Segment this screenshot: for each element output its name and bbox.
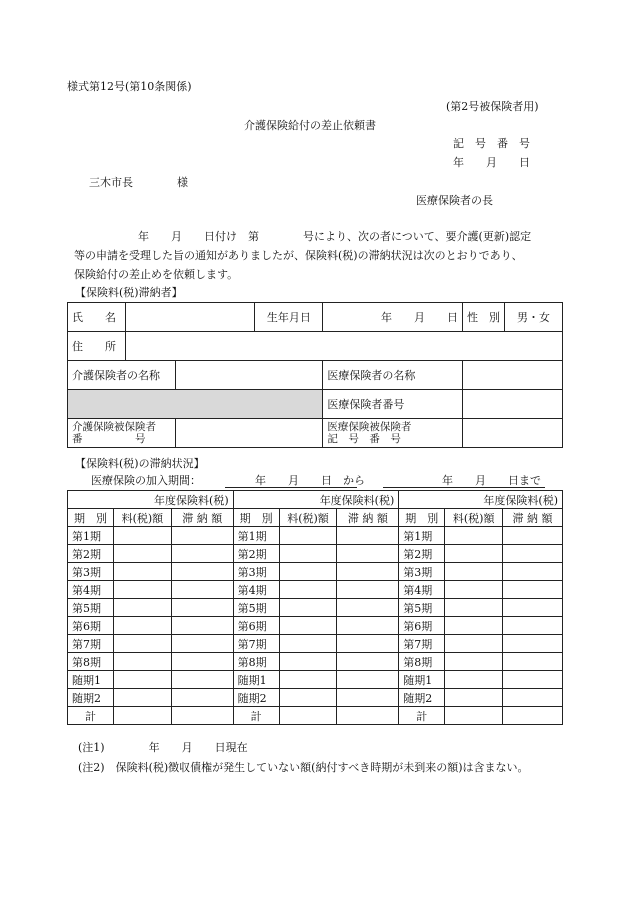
amount-cell [113, 689, 171, 707]
amount-cell [113, 599, 171, 617]
arrears-cell [171, 563, 233, 581]
medical-insurer-number-value [463, 390, 563, 419]
period-label: 第1期 [233, 527, 279, 545]
note-1: (注1) 年 月 日現在 [78, 741, 248, 754]
col-amount-2: 料(税)額 [279, 509, 337, 527]
amount-cell [445, 545, 503, 563]
period-row [68, 527, 563, 545]
arrears-cell [337, 599, 399, 617]
col-amount-3: 料(税)額 [445, 509, 503, 527]
address-value [125, 332, 562, 361]
amount-cell [113, 671, 171, 689]
period-label: 第6期 [399, 617, 445, 635]
amount-cell [113, 653, 171, 671]
arrears-cell [503, 599, 563, 617]
insured-info-table [67, 302, 563, 448]
period-label: 第4期 [68, 581, 114, 599]
period-label: 第5期 [233, 599, 279, 617]
period-from: 年 月 日 から [255, 474, 365, 487]
note-2: (注2) 保険料(税)徴収債権が発生していない額(納付すべき時期が未到来の額)は含まない。 [78, 761, 529, 774]
period-label: 随期2 [68, 689, 114, 707]
arrears-cell [337, 545, 399, 563]
arrears-cell [337, 671, 399, 689]
period-label: 第3期 [68, 563, 114, 581]
block-header-2: 年度保険料(税) [233, 491, 399, 509]
period-to-underline [383, 487, 545, 488]
arrears-cell [171, 581, 233, 599]
period-row [68, 581, 563, 599]
medical-insurer-value [463, 361, 563, 390]
period-label: 第7期 [68, 635, 114, 653]
arrears-cell [171, 635, 233, 653]
arrears-cell [337, 635, 399, 653]
document-title: 介護保険給付の差止依頼書 [244, 119, 376, 132]
arrears-cell [171, 599, 233, 617]
col-amount-1: 料(税)額 [113, 509, 171, 527]
amount-cell [113, 527, 171, 545]
period-label: 第8期 [68, 653, 114, 671]
period-label: 第2期 [233, 545, 279, 563]
care-insured-number-label-2: 番 号 [72, 433, 146, 445]
period-label: 計 [233, 707, 279, 725]
period-label: 医療保険の加入期間： [91, 474, 201, 487]
amount-cell [279, 527, 337, 545]
period-label: 随期2 [233, 689, 279, 707]
arrears-cell [503, 617, 563, 635]
arrears-cell [503, 527, 563, 545]
arrears-cell [171, 689, 233, 707]
date-label: 年 月 日 [453, 156, 530, 169]
section-heading-arrears: 【保険料(税)滞納者】 [75, 286, 183, 299]
amount-cell [445, 599, 503, 617]
sender: 医療保険者の長 [416, 194, 493, 207]
insured-type: (第2号被保険者用) [446, 100, 539, 113]
period-label: 計 [399, 707, 445, 725]
arrears-cell [503, 689, 563, 707]
amount-cell [113, 581, 171, 599]
body-line-1: 年 月 日付け 第 号により、次の者について、要介護(更新)認定 [138, 230, 532, 243]
period-row [68, 617, 563, 635]
shaded-cell [68, 390, 323, 419]
period-row [68, 635, 563, 653]
period-label: 随期2 [399, 689, 445, 707]
arrears-cell [503, 653, 563, 671]
medical-insured-number-label [323, 419, 463, 448]
amount-cell [279, 671, 337, 689]
amount-cell [445, 581, 503, 599]
period-row [68, 689, 563, 707]
sex-label: 性 別 [463, 303, 505, 332]
period-label: 第6期 [68, 617, 114, 635]
arrears-cell [171, 653, 233, 671]
sex-value: 男・女 [505, 303, 563, 332]
status-rows [68, 527, 563, 725]
amount-cell [279, 545, 337, 563]
amount-cell [445, 689, 503, 707]
name-label: 氏 名 [68, 303, 126, 332]
amount-cell [445, 671, 503, 689]
period-label: 第1期 [68, 527, 114, 545]
period-label: 第4期 [233, 581, 279, 599]
period-label: 第7期 [233, 635, 279, 653]
amount-cell [445, 653, 503, 671]
arrears-cell [171, 671, 233, 689]
period-row [68, 599, 563, 617]
arrears-cell [337, 707, 399, 725]
block-header-1: 年度保険料(税) [68, 491, 234, 509]
arrears-cell [503, 671, 563, 689]
care-insurer-value [175, 361, 322, 390]
medical-insured-number-label-2: 記 号 番 号 [327, 433, 401, 445]
care-insured-number-label-1: 介護保険被保険者 [72, 421, 156, 433]
period-from-underline [225, 487, 357, 488]
arrears-cell [337, 653, 399, 671]
arrears-cell [171, 527, 233, 545]
arrears-status-table [67, 490, 563, 725]
arrears-cell [337, 563, 399, 581]
form-number: 様式第12号(第10条関係) [67, 80, 192, 93]
medical-insurer-label: 医療保険者の名称 [323, 361, 463, 390]
arrears-cell [503, 581, 563, 599]
arrears-cell [171, 617, 233, 635]
arrears-cell [503, 635, 563, 653]
period-label: 第4期 [399, 581, 445, 599]
total-row [68, 707, 563, 725]
name-value [125, 303, 254, 332]
period-label: 第3期 [233, 563, 279, 581]
amount-cell [279, 563, 337, 581]
arrears-cell [503, 563, 563, 581]
arrears-cell [171, 707, 233, 725]
period-row [68, 563, 563, 581]
period-label: 随期1 [399, 671, 445, 689]
address-label: 住 所 [68, 332, 126, 361]
period-label: 第2期 [68, 545, 114, 563]
birth-value: 年 月 日 [323, 303, 463, 332]
period-to: 年 月 日まで [442, 474, 541, 487]
amount-cell [113, 563, 171, 581]
medical-insurer-number-label: 医療保険者番号 [323, 390, 463, 419]
body-line-2: 等の申請を受理した旨の通知がありましたが、保険料(税)の滞納状況は次のとおりであり、 [74, 249, 523, 262]
amount-cell [445, 617, 503, 635]
amount-cell [113, 635, 171, 653]
period-label: 第8期 [399, 653, 445, 671]
amount-cell [445, 635, 503, 653]
col-period-1: 期 別 [68, 509, 114, 527]
period-label: 第5期 [68, 599, 114, 617]
period-label: 随期1 [233, 671, 279, 689]
amount-cell [279, 707, 337, 725]
care-insurer-label: 介護保険者の名称 [68, 361, 176, 390]
arrears-cell [337, 527, 399, 545]
arrears-cell [171, 545, 233, 563]
period-row [68, 671, 563, 689]
col-period-2: 期 別 [233, 509, 279, 527]
col-arrears-3: 滞 納 額 [503, 509, 563, 527]
addressee: 三木市長 様 [89, 176, 188, 189]
medical-insured-number-label-1: 医療保険被保険者 [327, 421, 412, 433]
amount-cell [113, 707, 171, 725]
period-label: 第3期 [399, 563, 445, 581]
amount-cell [279, 581, 337, 599]
arrears-cell [337, 689, 399, 707]
arrears-cell [503, 707, 563, 725]
birth-label: 生年月日 [255, 303, 323, 332]
period-label: 第7期 [399, 635, 445, 653]
col-period-3: 期 別 [399, 509, 445, 527]
col-arrears-2: 滞 納 額 [337, 509, 399, 527]
body-line-3: 保険給付の差止めを依頼します。 [74, 268, 239, 281]
amount-cell [445, 527, 503, 545]
period-row [68, 653, 563, 671]
amount-cell [279, 599, 337, 617]
period-label: 第6期 [233, 617, 279, 635]
period-label: 随期1 [68, 671, 114, 689]
amount-cell [113, 545, 171, 563]
block-header-3: 年度保険料(税) [399, 491, 563, 509]
medical-insured-number-value [463, 419, 563, 448]
period-label: 第5期 [399, 599, 445, 617]
period-label: 計 [68, 707, 114, 725]
col-arrears-1: 滞 納 額 [171, 509, 233, 527]
arrears-cell [337, 581, 399, 599]
care-insured-number-value [175, 419, 322, 448]
amount-cell [279, 617, 337, 635]
period-label: 第1期 [399, 527, 445, 545]
amount-cell [113, 617, 171, 635]
period-row [68, 545, 563, 563]
amount-cell [279, 653, 337, 671]
period-label: 第2期 [399, 545, 445, 563]
amount-cell [445, 563, 503, 581]
amount-cell [279, 689, 337, 707]
arrears-cell [337, 617, 399, 635]
record-number-label: 記 号 番 号 [453, 137, 530, 150]
amount-cell [279, 635, 337, 653]
amount-cell [445, 707, 503, 725]
arrears-cell [503, 545, 563, 563]
section-heading-status: 【保険料(税)の滞納状況】 [75, 457, 205, 470]
care-insured-number-label [68, 419, 176, 448]
period-label: 第8期 [233, 653, 279, 671]
